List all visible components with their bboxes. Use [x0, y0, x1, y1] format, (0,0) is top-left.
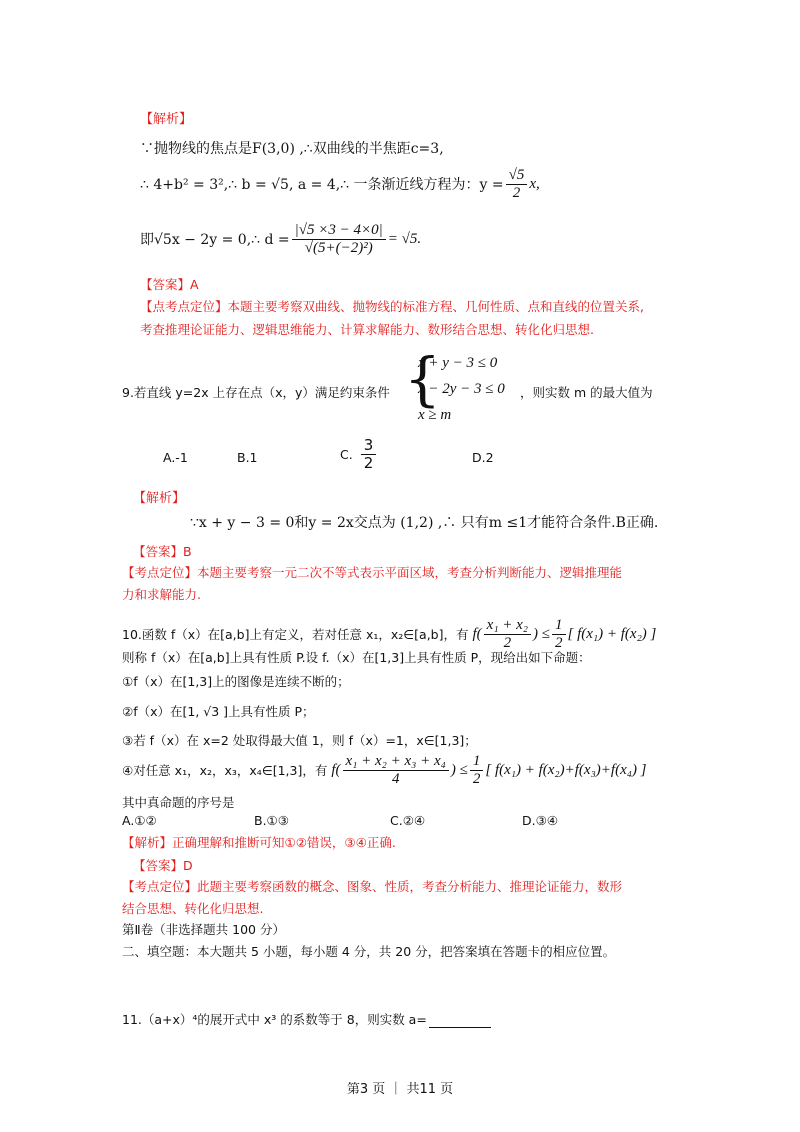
fraction-denominator: 2: [472, 770, 481, 787]
solution-line-2: [140, 166, 540, 202]
question-10-ask: 其中真命题的序号是: [122, 795, 235, 810]
page-footer: 第3 页 ｜ 共11 页: [346, 1082, 454, 1097]
option-c: C.②④: [390, 813, 426, 828]
inequality-le: ) ≤: [450, 761, 468, 778]
fraction-one-half: [470, 753, 484, 787]
topic-note-line-2: 力和求解能力.: [122, 587, 201, 602]
constraint-2: x − 2y − 3 ≤ 0: [418, 381, 505, 397]
inequality-f: f(: [472, 625, 482, 642]
solution-line-1: ∵抛物线的焦点是F(3,0) ,∴双曲线的半焦距c=3,: [140, 141, 444, 157]
question-10-stem-text: 10.函数 f（x）在[a,b]上有定义，若对任意 x₁，x₂∈[a,b]，有: [122, 627, 469, 642]
option-a: A.①②: [122, 813, 157, 828]
proposition-2: ②f（x）在[1, √3 ]上具有性质 P；: [122, 704, 315, 719]
section-heading: 二、填空题：本大题共 5 小题，每小题 4 分，共 20 分，把答案填在答题卡的相应位置。: [122, 944, 616, 959]
fraction-denominator: 2: [503, 634, 512, 651]
inequality-le: ) ≤: [533, 625, 551, 642]
proposition-4-text: ④对任意 x₁，x₂，x₃，x₄∈[1,3]，有: [122, 763, 328, 778]
topic-note-line-1: 【考点定位】此题主要考察函数的概念、图象、性质，考查分析能力、推理论证能力，数形: [122, 879, 623, 894]
inequality-1-fraction: [484, 617, 531, 651]
distance-fraction: [292, 222, 386, 256]
proposition-1: ①f（x）在[1,3]上的图像是连续不断的；: [122, 674, 350, 689]
fraction-numerator: √5: [506, 167, 528, 185]
option-d: D.③④: [522, 813, 559, 828]
fraction-denominator: 4: [391, 770, 400, 787]
answer-line: 【答案】B: [133, 544, 192, 559]
topic-note-line-1: 【点考点定位】本题主要考察双曲线、抛物线的标准方程、几何性质、点和直线的位置关系,: [140, 299, 644, 314]
fraction-numerator: 1: [470, 753, 484, 771]
constraint-brace: {: [404, 345, 441, 413]
topic-note-line-2: 结合思想、转化化归思想.: [122, 901, 264, 916]
solution-line-2-text: ∴ 4+b² = 3²,∴ b = √5, a = 4,∴ 一条渐近线方程为：y =: [140, 177, 504, 193]
option-c: [340, 436, 378, 472]
answer-blank[interactable]: [429, 1013, 491, 1028]
fraction-3-over-2: [361, 437, 377, 471]
answer-line: 【答案】D: [133, 858, 193, 873]
constraint-1: x + y − 3 ≤ 0: [418, 355, 498, 371]
option-d: D.2: [472, 450, 494, 465]
question-10-definition: 则称 f（x）在[a,b]上具有性质 P.设 f.（x）在[1,3]上具有性质 P，现给出如下命题：: [122, 650, 591, 665]
inequality-f: f(: [331, 761, 341, 778]
inequality-1-rhs: [ f(x₁) + f(x₂) ]: [567, 625, 657, 642]
option-b: B.1: [237, 450, 258, 465]
question-9-stem-tail: ，则实数 m 的最大值为: [520, 385, 653, 400]
fraction-denominator: 2: [512, 184, 521, 201]
solution-line-3: [140, 216, 421, 262]
fraction-numerator: 1: [552, 617, 566, 635]
proposition-3: ③若 f（x）在 x=2 处取得最大值 1，则 f（x）=1，x∈[1,3]；: [122, 733, 477, 748]
option-b: B.①③: [254, 813, 289, 828]
fraction-denominator: 2: [555, 634, 563, 651]
question-11-stem: 11.（a+x）⁴的展开式中 x³ 的系数等于 8，则实数 a=: [122, 1012, 427, 1027]
part-2-title: 第Ⅱ卷（非选择题共 100 分）: [122, 922, 285, 937]
question-10-analysis: 【解析】正确理解和推断可知①②错误，③④正确.: [122, 835, 396, 850]
question-11: [122, 1010, 491, 1028]
question-9-solution: ∵x + y − 3 = 0和y = 2x交点为 (1,2) ,∴ 只有m ≤1才能符合条件.B正确.: [190, 515, 659, 531]
fraction-denominator: √(5+(−2)²): [304, 239, 373, 256]
fraction-one-half: [552, 617, 566, 651]
solution-line-3-text: 即√5x − 2y = 0,∴ d =: [140, 232, 290, 248]
topic-note-line-1: 【考点定位】本题主要考察一元二次不等式表示平面区域，考查分析判断能力、逻辑推理能: [122, 565, 623, 580]
question-9-stem: 9.若直线 y=2x 上存在点（x，y）满足约束条件: [122, 385, 390, 400]
inequality-2-rhs: [ f(x₁) + f(x₂)+f(x₃)+f(x₄) ]: [485, 761, 647, 778]
analysis-heading: 【解析】: [140, 112, 193, 127]
fraction-numerator: x₁ + x₂: [484, 617, 531, 635]
option-c-label: C.: [340, 446, 353, 462]
answer-line: 【答案】A: [140, 277, 199, 292]
fraction-sqrt5-over-2: [506, 167, 528, 201]
fraction-numerator: x₁ + x₂ + x₃ + x₄: [343, 753, 449, 771]
solution-line-3-tail: = √5.: [387, 230, 422, 247]
option-a: A.-1: [163, 450, 188, 465]
constraint-3: x ≥ m: [418, 407, 452, 423]
proposition-4: [122, 750, 647, 790]
analysis-heading: 【解析】: [133, 491, 186, 506]
fraction-numerator: |√5 ×3 − 4×0|: [292, 222, 386, 240]
topic-note-line-2: 考查推理论证能力、逻辑思维能力、计算求解能力、数形结合思想、转化化归思想.: [140, 322, 594, 337]
fraction-numerator: 3: [361, 437, 377, 455]
solution-line-2-tail: x,: [529, 175, 540, 192]
fraction-denominator: 2: [363, 453, 374, 472]
inequality-2-fraction: [343, 753, 449, 787]
